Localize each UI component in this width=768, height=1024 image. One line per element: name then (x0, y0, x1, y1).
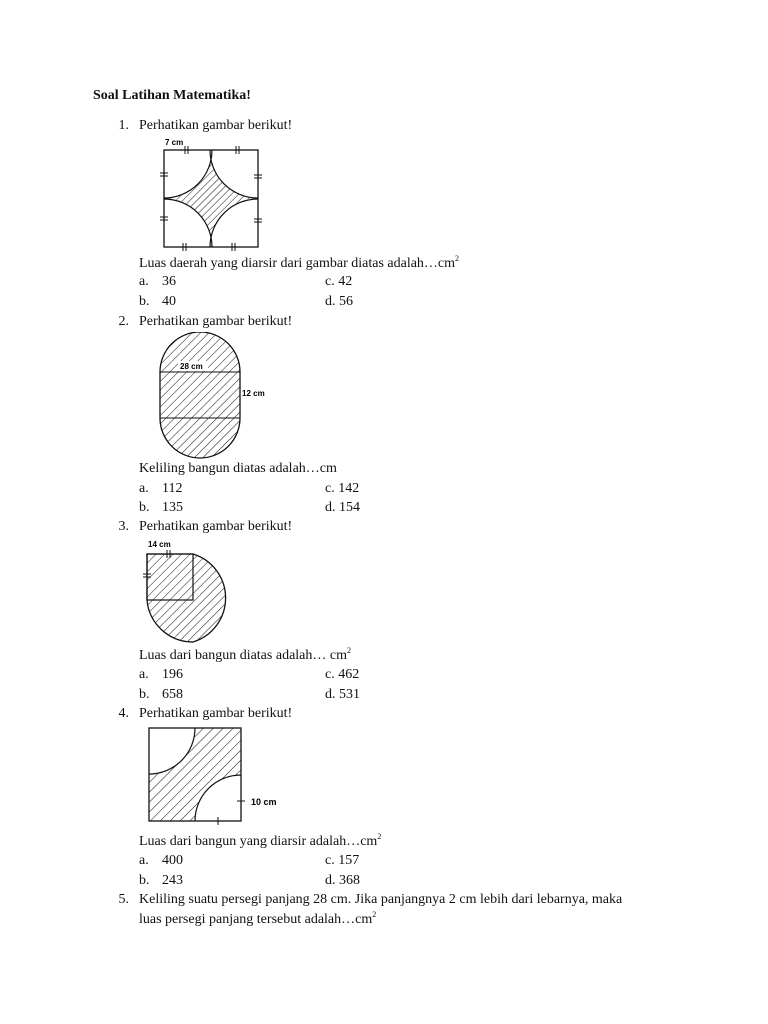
q2-option-a: 112 (162, 481, 183, 496)
q2-option-a-prefix: a. (139, 481, 149, 496)
q4-option-b-prefix: b. (139, 873, 150, 888)
q1-option-a-prefix: a. (139, 274, 149, 289)
q2-label-height: 12 cm (242, 389, 265, 398)
q1-option-b-prefix: b. (139, 294, 150, 309)
q4-figure-label: 10 cm (251, 797, 277, 807)
q3-option-b: 658 (162, 687, 183, 702)
q4-option-a: 400 (162, 853, 183, 868)
q4-shaded-region (149, 728, 241, 821)
q4-option-c: c. 157 (325, 853, 360, 868)
q1-option-d: d. 56 (325, 294, 353, 309)
q4-option-d: d. 368 (325, 873, 360, 888)
q3-option-b-prefix: b. (139, 687, 150, 702)
q4-option-a-prefix: a. (139, 853, 149, 868)
q1-option-a: 36 (162, 274, 176, 289)
q4-prompt: Perhatikan gambar berikut! (139, 706, 293, 721)
q3-prompt: Perhatikan gambar berikut! (139, 519, 293, 534)
q2-question: Keliling bangun diatas adalah…cm (139, 461, 337, 476)
q2-label-width: 28 cm (180, 362, 203, 371)
q1-shaded-region (164, 150, 258, 247)
q3-option-a: 196 (162, 667, 183, 682)
q1-option-b: 40 (162, 294, 176, 309)
q5-text-line1: Keliling suatu persegi panjang 28 cm. Jika panjangnya 2 cm lebih dari lebarnya, maka (139, 892, 623, 907)
q1-option-c: c. 42 (325, 274, 353, 289)
q3-option-d: d. 531 (325, 687, 360, 702)
q2-option-b-prefix: b. (139, 500, 150, 515)
q5-text-line2: luas persegi panjang tersebut $adalah\dots cm^2$ (139, 910, 377, 927)
q3-figure-label: 14 cm (148, 540, 171, 549)
q3-option-c: c. 462 (325, 667, 360, 682)
q1-figure (155, 136, 265, 251)
q3-figure (140, 536, 250, 646)
q2-option-d: d. 154 (325, 500, 360, 515)
q1-number: 1. (118, 118, 129, 133)
q5-number: 5. (118, 892, 129, 907)
q4-option-b: 243 (162, 873, 183, 888)
q4-figure (140, 722, 290, 828)
q2-prompt: Perhatikan gambar berikut! (139, 314, 293, 329)
q1-question: Luas daerah yang diarsir dari gambar diatas $adalah\dots cm^2$ (139, 254, 460, 271)
q1-figure-label: 7 cm (165, 138, 184, 147)
q1-prompt: Perhatikan gambar berikut! (139, 118, 293, 133)
q2-option-c: c. 142 (325, 481, 360, 496)
q3-shape (147, 554, 226, 642)
q2-option-b: 135 (162, 500, 183, 515)
q2-shape (160, 332, 240, 458)
q3-option-a-prefix: a. (139, 667, 149, 682)
q4-number: 4. (118, 706, 129, 721)
q2-number: 2. (118, 314, 129, 329)
q3-question: Luas dari bangun diatas adalah… $cm^2$ (139, 646, 351, 663)
worksheet-title: Soal Latihan Matematika! (93, 88, 251, 103)
q2-figure (150, 332, 280, 460)
q4-question: Luas dari bangun yang diarsir $adalah\dots cm^2$ (139, 832, 382, 849)
q3-number: 3. (118, 519, 129, 534)
